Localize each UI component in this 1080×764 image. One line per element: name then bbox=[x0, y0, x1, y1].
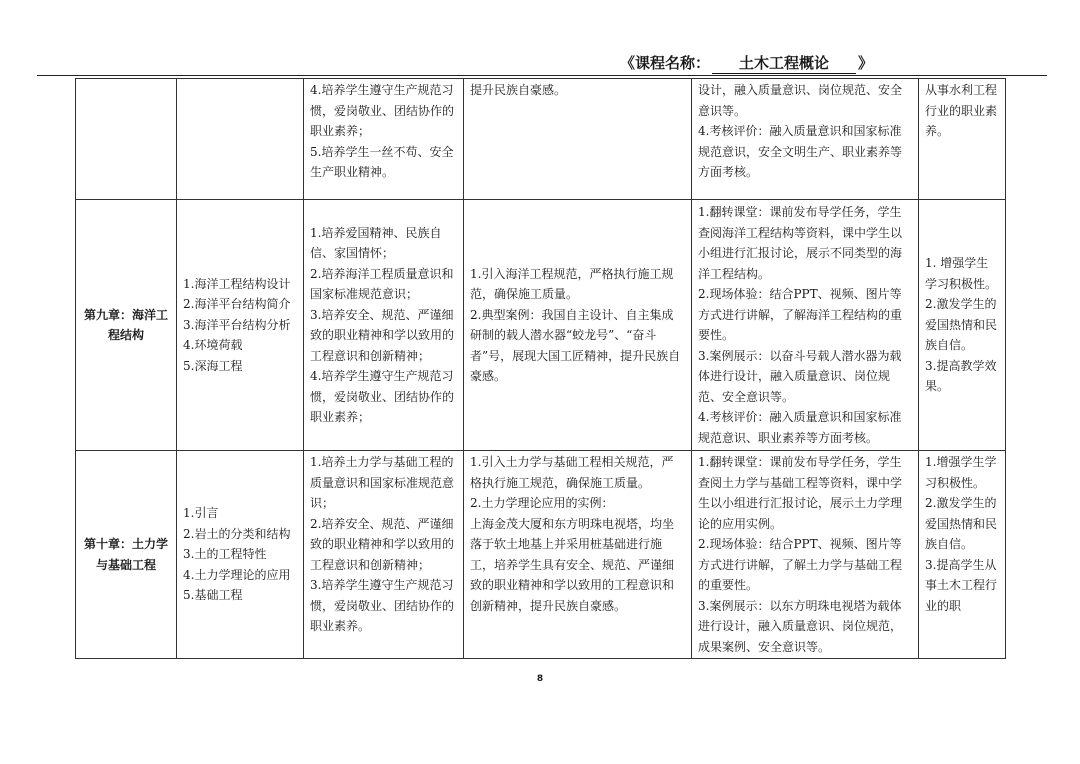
table-row-continued bbox=[76, 79, 1006, 200]
content-cell bbox=[177, 79, 304, 200]
chapter-cell: 第十章：土力学与基础工程 bbox=[76, 451, 177, 659]
goals-cell: 4.培养学生遵守生产规范习惯，爱岗敬业、团结协作的职业素养； 5.培养学生一丝不苟、安全生产职业精神。 bbox=[304, 79, 464, 200]
page-number: 8 bbox=[536, 674, 544, 684]
chapter-cell: 第九章：海洋工程结构 bbox=[76, 200, 177, 451]
course-name: 土木工程概论 bbox=[712, 52, 856, 74]
course-header-prefix: 《课程名称： bbox=[620, 54, 711, 72]
content-cell: 1.海洋工程结构设计 2.海洋平台结构简介 3.海洋平台结构分析 4.环境荷载 5.深海工程 bbox=[177, 200, 304, 451]
effects-cell: 从事水利工程行业的职业素养。 bbox=[919, 79, 1006, 200]
table-row-chapter-9 bbox=[76, 200, 1006, 451]
chapter-cell bbox=[76, 79, 177, 200]
goals-cell: 1.培养爱国精神、民族自信、家国情怀； 2.培养海洋工程质量意识和国家标准规范意识； 3.培养安全、规范、严谨细致的职业精神和学以致用的工程意识和创新精神； 4.培养学生遵守生产规范习惯，爱岗敬业、团结协作的职业素养； bbox=[304, 200, 464, 451]
content-cell: 1.引言 2.岩土的分类和结构 3.土的工程特性 4.土力学理论的应用 5.基础工程 bbox=[177, 451, 304, 659]
methods-cell: 1.翻转课堂：课前发布导学任务，学生查阅土力学与基础工程等资料，课中学生以小组进行汇报讨论，展示土力学理论的应用实例。 2.现场体验：结合PPT、视频、图片等方式进行讲解，了解土力学与基础工程的重要性。 3.案例展示：以东方明珠电视塔为载体进行设计，融入质量意识、岗位规范，成果案例、安全意识等。 bbox=[692, 451, 919, 659]
effects-cell: 1.增强学生学习积极性。 2.激发学生的爱国热情和民族自信。 3.提高学生从事土木工程行业的职 bbox=[919, 451, 1006, 659]
table-row-chapter-10 bbox=[76, 451, 1006, 659]
points-cell: 提升民族自豪感。 bbox=[464, 79, 692, 200]
methods-cell: 设计，融入质量意识、岗位规范、安全意识等。 4.考核评价：融入质量意识和国家标准规范意识，安全文明生产、职业素养等方面考核。 bbox=[692, 79, 919, 200]
syllabus-table bbox=[75, 78, 1006, 659]
methods-cell: 1.翻转课堂：课前发布导学任务，学生查阅海洋工程结构等资料，课中学生以小组进行汇报讨论，展示不同类型的海洋工程结构。 2.现场体验：结合PPT、视频、图片等方式进行讲解，了解海洋工程结构的重要性。 3.案例展示：以奋斗号载人潜水器为载体进行设计，融入质量意识、岗位规范、安全意识等。 4.考核评价：融入质量意识和国家标准规范意识、职业素养等方面考核。 bbox=[692, 200, 919, 451]
header-rule bbox=[37, 75, 1047, 76]
course-header bbox=[620, 52, 920, 74]
course-header-suffix: 》 bbox=[858, 54, 874, 72]
effects-cell: 1. 增强学生学习积极性。 2.激发学生的爱国热情和民族自信。 3.提高教学效果。 bbox=[919, 200, 1006, 451]
points-cell: 1.引入海洋工程规范，严格执行施工规范，确保施工质量。 2.典型案例：我国自主设计、自主集成研制的载人潜水器“蛟龙号”、“奋斗者”号，展现大国工匠精神，提升民族自豪感。 bbox=[464, 200, 692, 451]
goals-cell: 1.培养土力学与基础工程的质量意识和国家标准规范意识； 2.培养安全、规范、严谨细致的职业精神和学以致用的工程意识和创新精神； 3.培养学生遵守生产规范习惯，爱岗敬业、团结协作的职业素养。 bbox=[304, 451, 464, 659]
points-cell: 1.引入土力学与基础工程相关规范，严格执行施工规范，确保施工质量。 2.土力学理论应用的实例： 上海金茂大厦和东方明珠电视塔，均坐落于软土地基上并采用桩基础进行施工，培养学生具有安全、规范、严谨细致的职业精神和学以致用的工程意识和创新精神，提升民族自豪感。 bbox=[464, 451, 692, 659]
